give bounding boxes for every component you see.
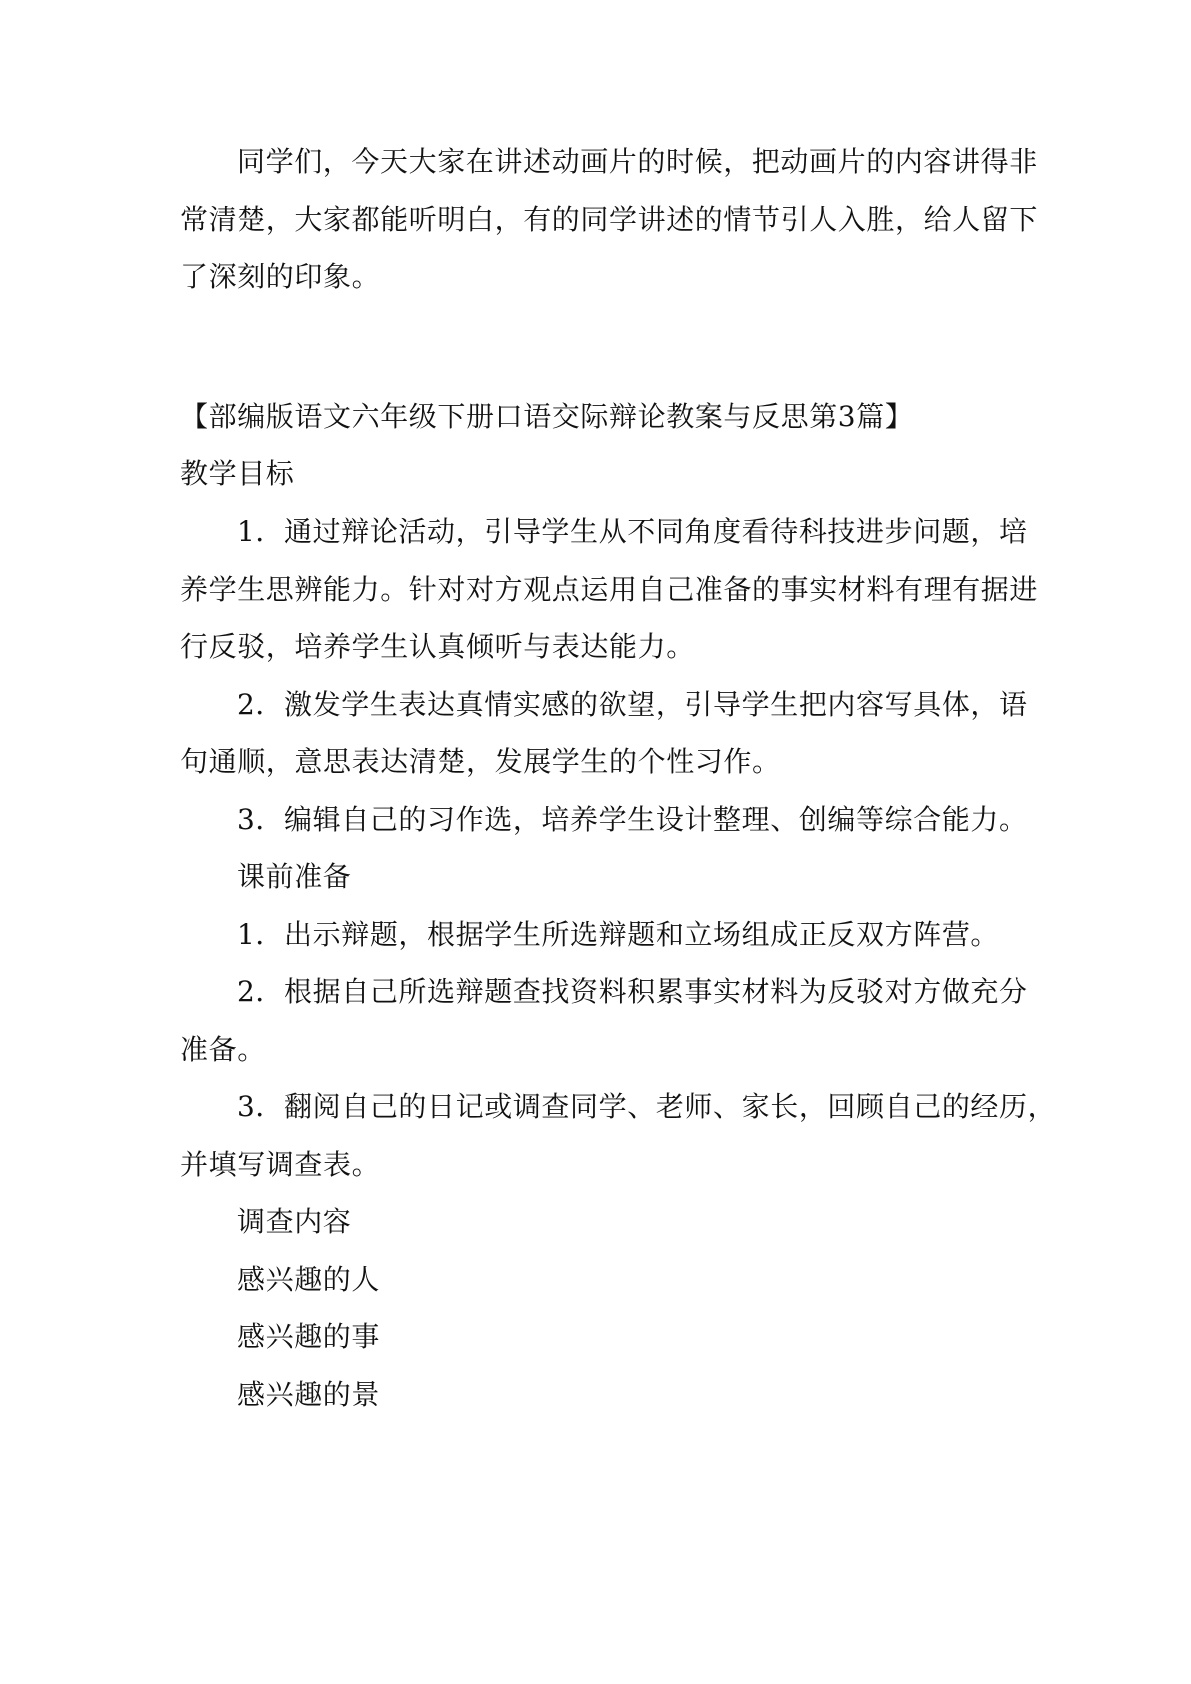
goal-3: 3．编辑自己的习作选，培养学生设计整理、创编等综合能力。 <box>237 803 1028 836</box>
survey-heading: 调查内容 <box>237 1205 352 1238</box>
goal-2-line-1: 2．激发学生表达真情实感的欲望，引导学生把内容写具体，语 <box>237 688 1028 721</box>
intro-line-3: 了深刻的印象。 <box>180 260 381 293</box>
survey-item-3: 感兴趣的景 <box>237 1378 381 1411</box>
teaching-goals-heading: 教学目标 <box>180 457 295 490</box>
survey-item-2: 感兴趣的事 <box>237 1320 381 1353</box>
goal-2-line-2: 句通顺，意思表达清楚，发展学生的个性习作。 <box>180 745 781 778</box>
intro-line-2: 常清楚，大家都能听明白，有的同学讲述的情节引人入胜，给人留下 <box>180 203 1039 236</box>
prep-3-line-1: 3．翻阅自己的日记或调查同学、老师、家长，回顾自己的经历， <box>237 1090 1057 1123</box>
prep-2-line-2: 准备。 <box>180 1033 266 1066</box>
goal-1-line-1: 1．通过辩论活动，引导学生从不同角度看待科技进步问题，培 <box>237 515 1028 548</box>
section-title: 【部编版语文六年级下册口语交际辩论教案与反思第3篇】 <box>180 400 914 433</box>
survey-item-1: 感兴趣的人 <box>237 1263 381 1296</box>
prep-3-line-2: 并填写调查表。 <box>180 1148 381 1181</box>
intro-line-1: 同学们，今天大家在讲述动画片的时候，把动画片的内容讲得非 <box>237 145 1038 178</box>
prep-2-line-1: 2．根据自己所选辩题查找资料积累事实材料为反驳对方做充分 <box>237 975 1028 1008</box>
goal-1-line-2: 养学生思辨能力。针对对方观点运用自己准备的事实材料有理有据进 <box>180 573 1039 606</box>
preparation-heading: 课前准备 <box>237 860 352 893</box>
goal-1-line-3: 行反驳，培养学生认真倾听与表达能力。 <box>180 630 695 663</box>
prep-1: 1．出示辩题，根据学生所选辩题和立场组成正反双方阵营。 <box>237 918 1000 951</box>
